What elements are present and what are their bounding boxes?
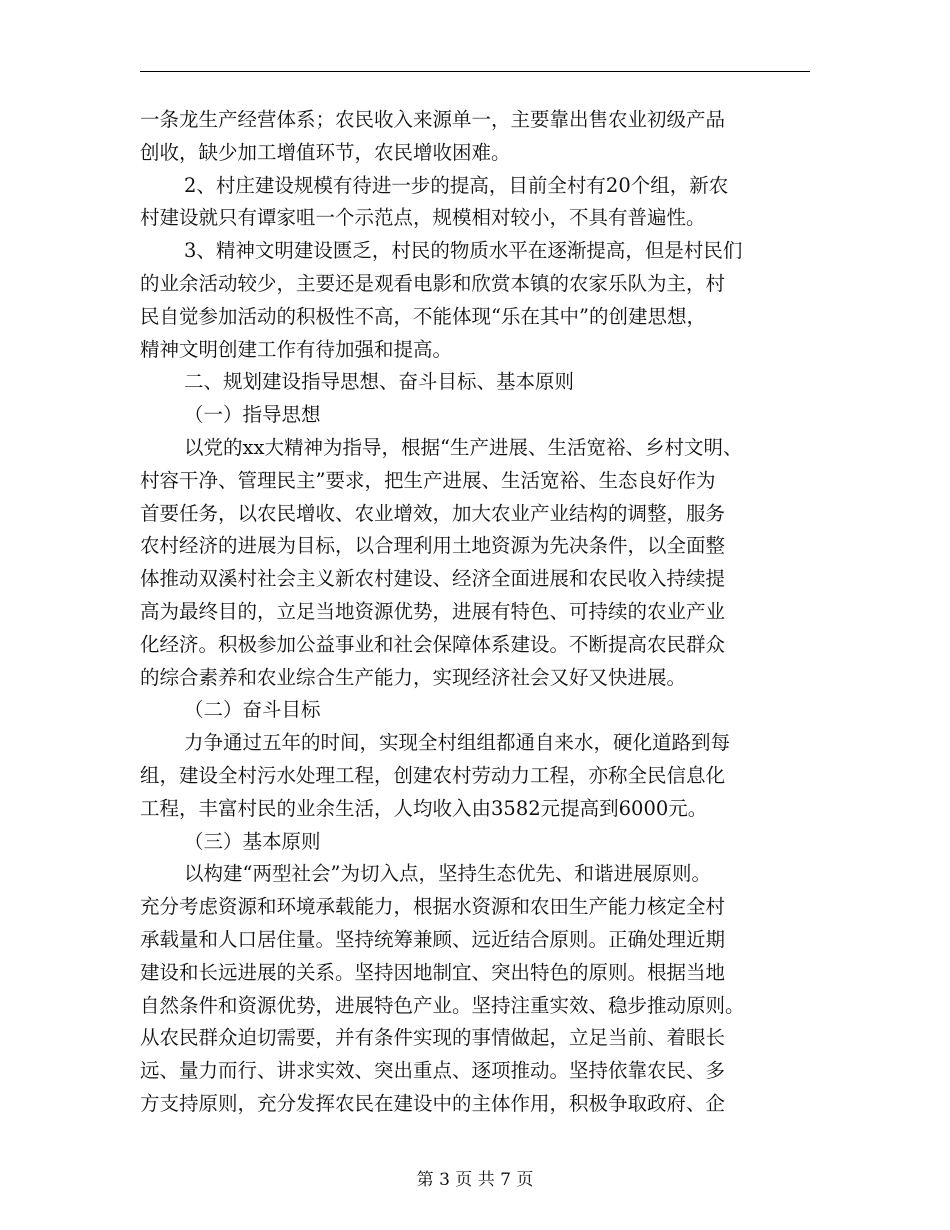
- text-line: 体推动双溪村社会主义新农村建设、经济全面进展和农民收入持续提: [140, 567, 726, 591]
- text-line: 从农民群众迫切需要，并有条件实现的事情做起，立足当前、着眼长: [140, 1026, 726, 1050]
- text-line: 力争通过五年的时间，实现全村组组都通自来水，硬化道路到每: [184, 731, 731, 755]
- text-line: 农村经济的进展为目标，以合理利用土地资源为先决条件，以全面整: [140, 534, 726, 558]
- text-line: 以构建“两型社会”为切入点，坚持生态优先、和谐进展原则。: [184, 862, 711, 886]
- text-line: 组，建设全村污水处理工程，创建农村劳动力工程，亦称全民信息化: [140, 763, 726, 787]
- text-line: 高为最终目的，立足当地资源优势，进展有特色、可持续的农业产业: [140, 599, 726, 623]
- text-line: 村容干净、管理民主”要求，把生产进展、生活宽裕、生态良好作为: [140, 468, 716, 492]
- text-line: 建设和长远进展的关系。坚持因地制宜、突出特色的原则。根据当地: [140, 960, 726, 984]
- text-line: 2、村庄建设规模有待进一步的提高，目前全村有20个组，新农: [184, 173, 729, 197]
- text-line: 的综合素养和农业综合生产能力，实现经济社会又好又快进展。: [140, 665, 687, 689]
- text-line: 一条龙生产经营体系；农民收入来源单一，主要靠出售农业初级产品: [140, 108, 726, 131]
- text-line: 二、规划建设指导思想、奋斗目标、基本原则: [184, 370, 575, 394]
- text-line: 3、精神文明建设匮乏，村民的物质水平在逐渐提高，但是村民们: [184, 239, 743, 263]
- text-line: （二）奋斗目标: [184, 698, 321, 722]
- text-line: 承载量和人口居住量。坚持统筹兼顾、远近结合原则。正确处理近期: [140, 927, 726, 951]
- text-line: 以党的xx大精神为指导，根据“生产进展、生活宽裕、乡村文明、: [184, 435, 743, 459]
- text-line: 的业余活动较少，主要还是观看电影和欣赏本镇的农家乐队为主，村: [140, 271, 726, 295]
- document-body: [140, 104, 820, 1121]
- text-line: 民自觉参加活动的积极性不高，不能体现“乐在其中”的创建思想，: [140, 304, 706, 328]
- page-footer: 第 3 页 共 7 页: [416, 1170, 534, 1190]
- text-line: （三）基本原则: [184, 829, 321, 853]
- text-line: 首要任务，以农民增收、农业增效，加大农业产业结构的调整，服务: [140, 501, 726, 525]
- text-line: 远、量力而行、讲求实效、突出重点、逐项推动。坚持依靠农民、多: [140, 1059, 726, 1083]
- text-line: 充分考虑资源和环境承载能力，根据水资源和农田生产能力核定全村: [140, 895, 726, 919]
- header-rule: [140, 71, 810, 72]
- text-line: 自然条件和资源优势，进展特色产业。坚持注重实效、稳步推动原则。: [140, 993, 745, 1017]
- text-line: 方支持原则，充分发挥农民在建设中的主体作用，积极争取政府、企: [140, 1091, 726, 1115]
- text-line: 精神文明创建工作有待加强和提高。: [140, 337, 453, 361]
- text-line: 创收，缺少加工增值环节，农民增收困难。: [140, 140, 511, 164]
- text-line: 工程，丰富村民的业余生活，人均收入由3582元提高到6000元。: [140, 796, 708, 820]
- text-line: 村建设就只有谭家咀一个示范点，规模相对较小，不具有普遍性。: [140, 206, 706, 230]
- text-line: （一）指导思想: [184, 403, 321, 427]
- text-line: 化经济。积极参加公益事业和社会保障体系建设。不断提高农民群众: [140, 632, 726, 656]
